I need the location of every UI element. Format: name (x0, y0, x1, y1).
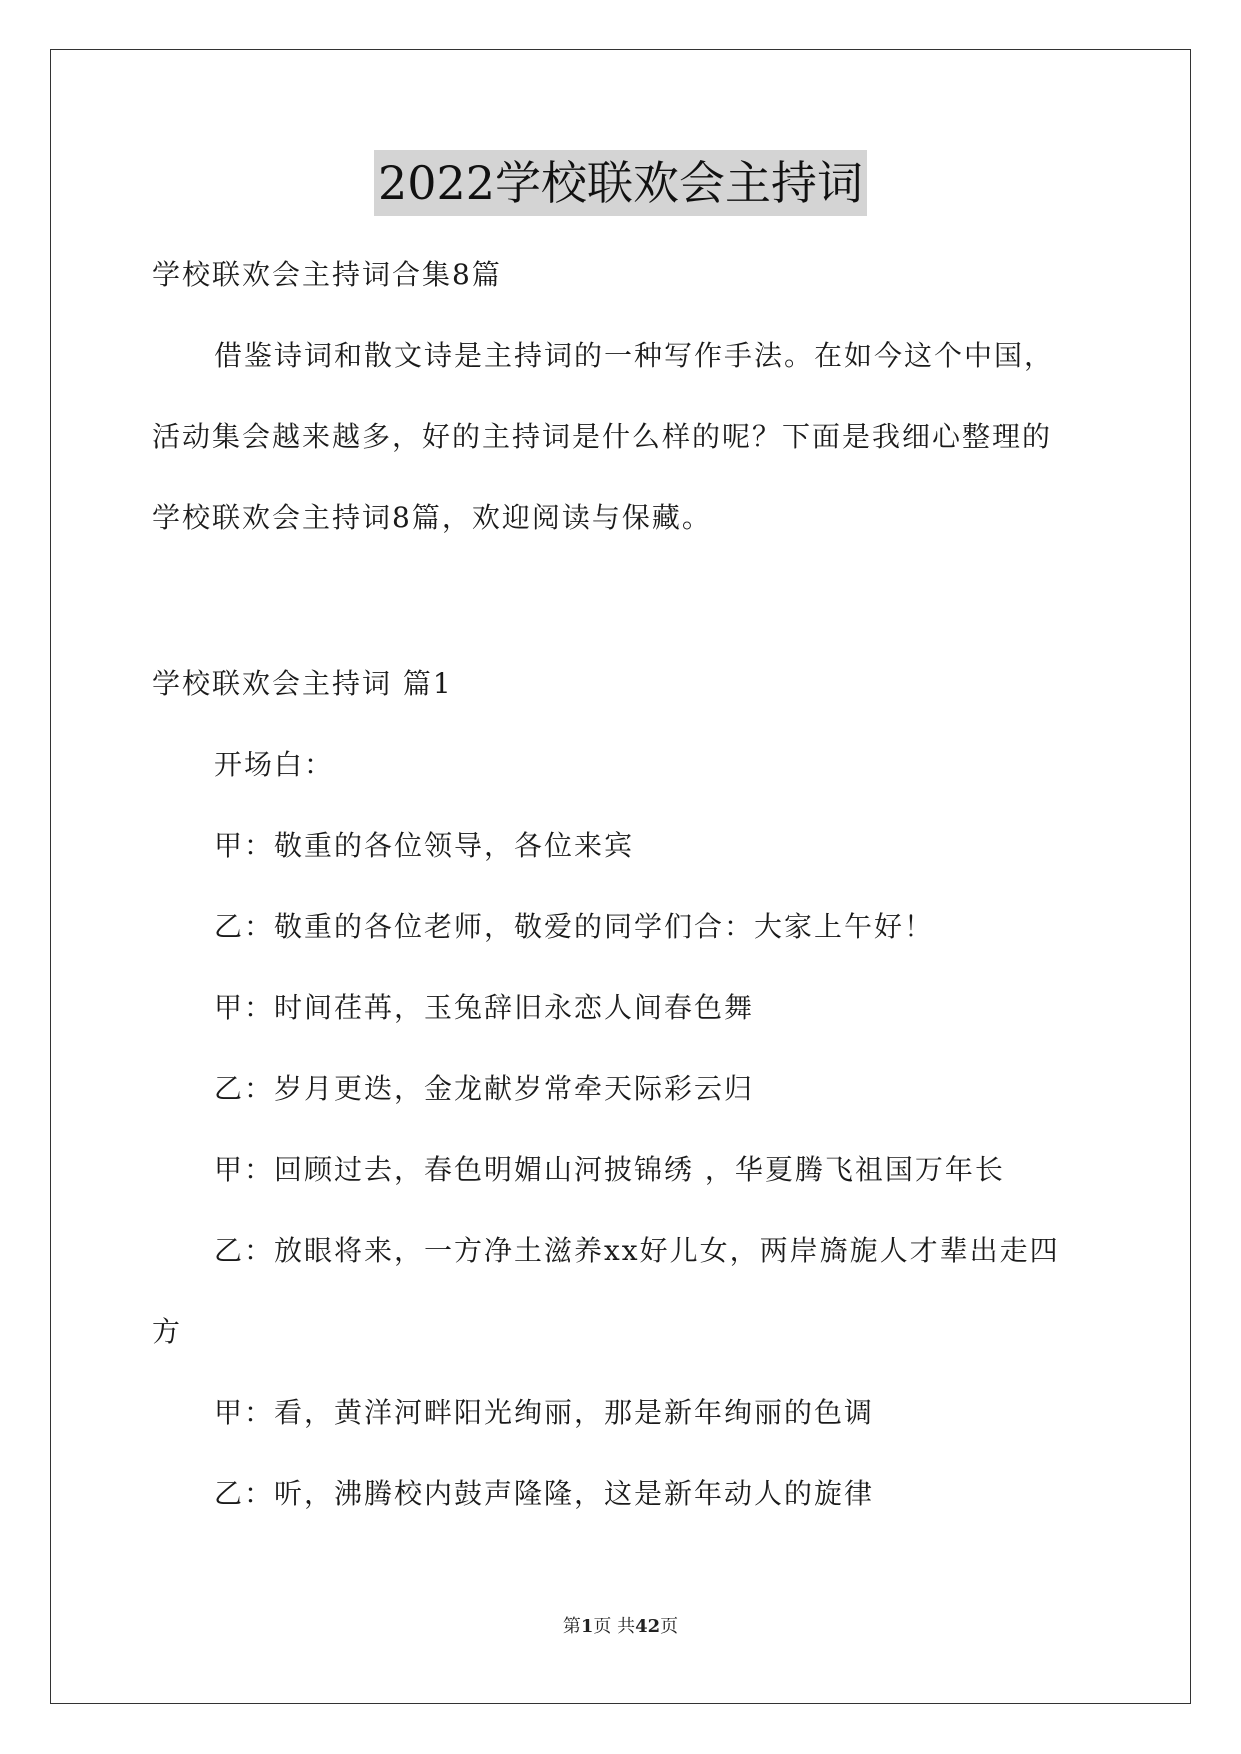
paragraph-line: 借鉴诗词和散文诗是主持词的一种写作手法。在如今这个中国， (214, 339, 1055, 372)
footer-page-mid: 页 共 (593, 1616, 636, 1637)
paragraph-line: 甲：敬重的各位领导，各位来宾 (214, 829, 635, 862)
title-container (0, 150, 1241, 216)
paragraph-line: 学校联欢会主持词 篇1 (152, 667, 453, 700)
paragraph-line: 学校联欢会主持词8篇，欢迎阅读与保藏。 (152, 501, 712, 534)
footer-page-total: 42 (635, 1616, 661, 1637)
document-body (152, 234, 1092, 1534)
section-1 (152, 643, 1092, 1534)
paragraph-line: 乙：敬重的各位老师，敬爱的同学们合：大家上午好！ (214, 910, 935, 943)
paragraph-line: 甲：回顾过去，春色明媚山河披锦绣 ，华夏腾飞祖国万年长 (214, 1153, 1005, 1186)
paragraph-line: 学校联欢会主持词合集8篇 (152, 258, 502, 291)
section-gap (152, 558, 1092, 643)
paragraph-line: 方 (152, 1315, 183, 1348)
paragraph-line: 开场白： (214, 748, 335, 781)
paragraph-line: 乙：岁月更迭，金龙献岁常牵天际彩云归 (214, 1072, 755, 1105)
footer-page-suffix: 页 (660, 1616, 679, 1637)
paragraph-line: 活动集会越来越多，好的主持词是什么样的呢？下面是我细心整理的 (152, 420, 1053, 453)
footer-page-prefix: 第 (562, 1616, 581, 1637)
footer-page-current: 1 (580, 1616, 594, 1637)
paragraph-line: 乙：放眼将来，一方净土滋养xx好儿女，两岸旖旎人才辈出走四 (214, 1234, 1060, 1267)
intro-section (152, 234, 1092, 558)
paragraph-line: 甲：看，黄洋河畔阳光绚丽，那是新年绚丽的色调 (214, 1396, 875, 1429)
page-footer (0, 1612, 1241, 1638)
paragraph-line: 乙：听，沸腾校内鼓声隆隆，这是新年动人的旋律 (214, 1477, 875, 1510)
paragraph-line: 甲：时间荏苒，玉兔辞旧永恋人间春色舞 (214, 991, 755, 1024)
document-title: 2022学校联欢会主持词 (374, 150, 867, 216)
